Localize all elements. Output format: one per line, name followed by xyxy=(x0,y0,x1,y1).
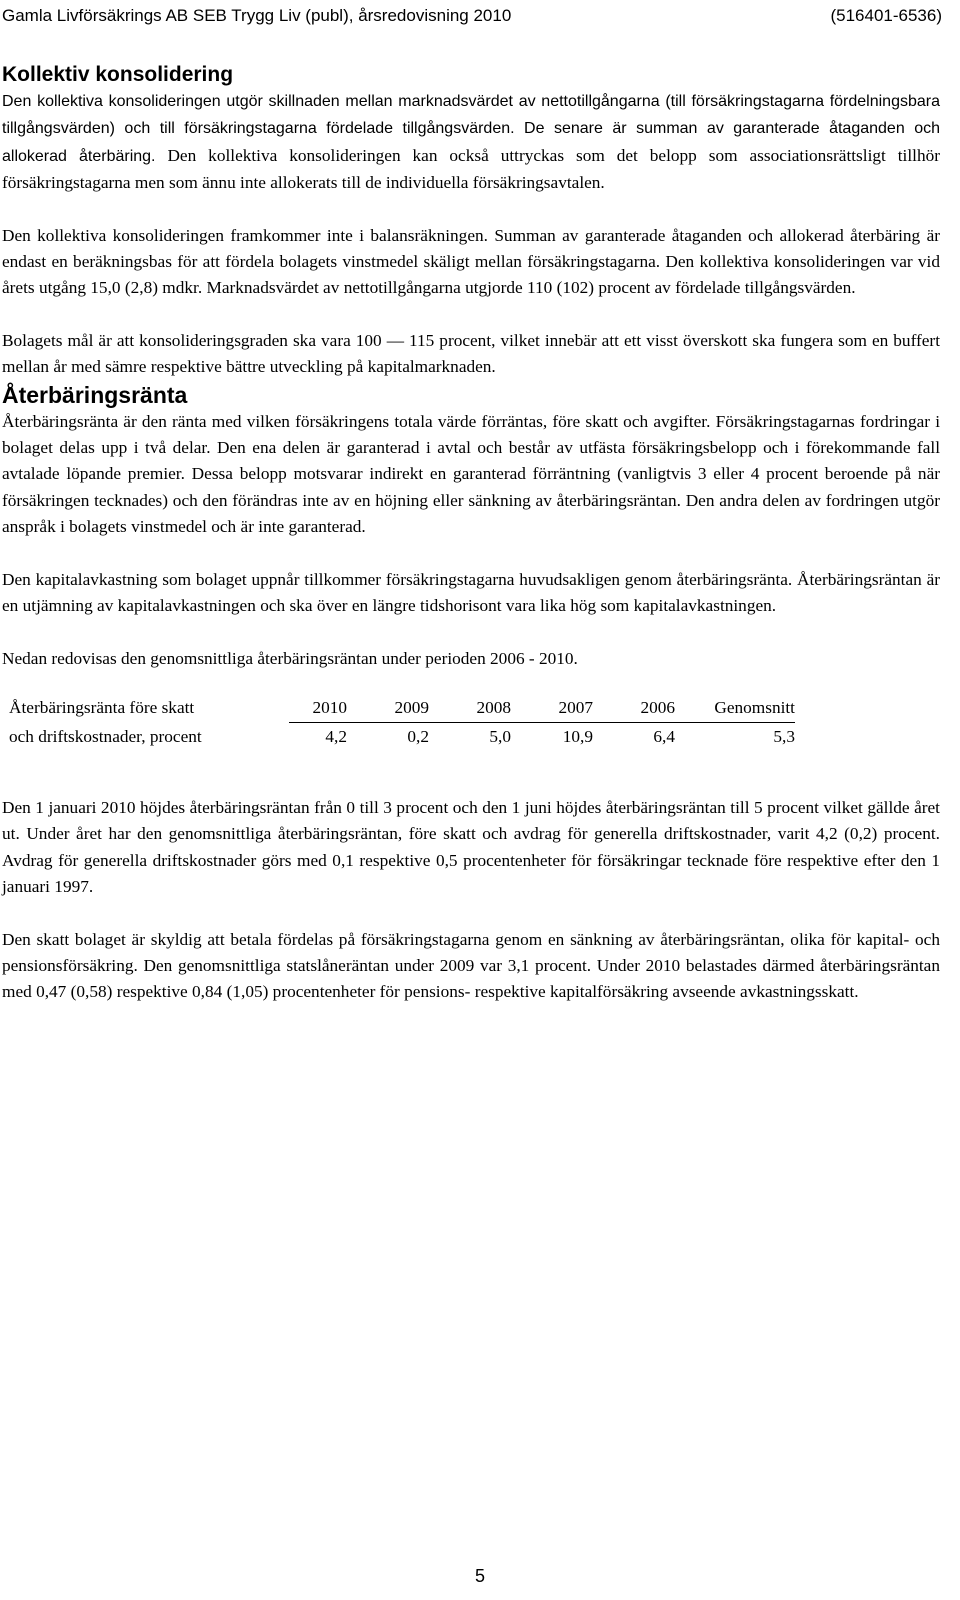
table-header-row xyxy=(2,694,795,723)
page-number: 5 xyxy=(474,1566,485,1586)
table-cell: 6,4 xyxy=(653,726,675,746)
table-row xyxy=(2,722,795,751)
table-cell: 5,0 xyxy=(489,726,511,746)
table-cell: 10,9 xyxy=(562,726,593,746)
paragraph-konsolidering-definition-sans: Den kollektiva konsolideringen utgör skillnaden mellan marknadsvärdet av nettotillgångarna (till försäkringstagarna fördelningsbara tillgångsvärden) och till försäkringstagarna fördelade tillgångsvärden. De senare är summan av garanterade åtaganden och allokerad återbäring. xyxy=(2,93,940,165)
paragraph-konsolideringsgrad-mal: Bolagets mål är att konsolideringsgraden ska vara 100 — 115 procent, vilket innebär att ett visst överskott ska fungera som en buffert mellan år med sämre respektive bättre utveckling på kapitalmarknaden. xyxy=(2,330,940,377)
table-header-cell: 2006 xyxy=(593,694,675,723)
table-cell: 4,2 xyxy=(325,726,347,746)
table-cell: 5,3 xyxy=(773,726,795,746)
document-body xyxy=(2,62,940,1006)
table-header-cell: Genomsnitt xyxy=(675,694,795,723)
paragraph-kapitalavkastning: Den kapitalavkastning som bolaget uppnår tillkommer försäkringstagarna huvudsakligen genom återbäringsränta. Återbäringsräntan är en utjämning av kapitalavkastningen och ska över en längre tidshorisont vara lika hög som kapitalavkastningen. xyxy=(2,569,940,616)
table-header-cell: 2010 xyxy=(289,694,347,723)
table-row-label: och driftskostnader, procent xyxy=(9,726,202,746)
paragraph-konsolidering-balansrakning: Den kollektiva konsolideringen framkommer inte i balansräkningen. Summan av garanterade åtaganden och allokerad återbäring är endast en beräkningsbas för att fördela bolagets vinstmedel skäligt mellan försäkringstagarna. Den kollektiva konsolideringen var vid årets utgång 15,0 (2,8) mdkr. Marknadsvärdet av nettotillgångarna utgjorde 110 (102) procent av fördelade tillgångsvärden. xyxy=(2,225,940,298)
paragraph-hojning-2010: Den 1 januari 2010 höjdes återbäringsräntan från 0 till 3 procent och den 1 juni höjdes återbäringsräntan till 5 procent vilket gällde året ut. Under året har den genomsnittliga återbäringsräntan, före skatt och avdrag för generella driftskostnader, varit 4,2 (0,2) procent. Avdrag för generella driftskostnader görs med 0,1 respektive 0,5 procentenheter för försäkringar tecknade före respektive efter den 1 januari 1997. xyxy=(2,797,940,897)
table-header-cell: 2009 xyxy=(347,694,429,723)
paragraph-genomsnitt-intro: Nedan redovisas den genomsnittliga återbäringsräntan under perioden 2006 - 2010. xyxy=(2,648,578,668)
header-company-title: Gamla Livförsäkrings AB SEB Trygg Liv (publ), årsredovisning 2010 xyxy=(2,6,512,25)
table-cell: 0,2 xyxy=(407,726,429,746)
section-title-kollektiv-konsolidering: Kollektiv konsolidering xyxy=(2,63,234,86)
table-header-cell: 2008 xyxy=(429,694,511,723)
section-title-aterbaringsranta: Återbäringsränta xyxy=(2,381,188,408)
header-org-number: (516401-6536) xyxy=(830,6,942,25)
aterbaringsranta-table xyxy=(2,694,795,751)
paragraph-skatt-fordelning: Den skatt bolaget är skyldig att betala fördelas på försäkringstagarna genom en sänkning av återbäringsräntan, olika för kapital- och pensionsförsäkring. Den genomsnittliga statslåneräntan under 2009 var 3,1 procent. Under 2010 belastades därmed återbäringsräntan med 0,47 (0,58) respektive 0,84 (1,05) procentenheter för pensions- respektive kapitalförsäkring avseende avkastningsskatt. xyxy=(2,929,940,1002)
paragraph-konsolidering-definition-serif: Den kollektiva konsolideringen kan också uttryckas som det belopp som associationsrättsligt tillhör försäkringstagarna men som ännu inte allokerats till de individuella försäkringsavtalen. xyxy=(2,145,941,193)
table-row-label: Återbäringsränta före skatt xyxy=(9,698,195,718)
table-header-cell: 2007 xyxy=(511,694,593,723)
paragraph-konsolidering-definition xyxy=(2,88,940,197)
paragraph-aterbaringsranta-definition: Återbäringsränta är den ränta med vilken försäkringens totala värde förräntas, före skatt och avgifter. Försäkringstagarnas fordringar i bolaget delas upp i två delar. Den ena delen är garanterad i avtal och består av utfästa försäkringsbelopp och i förekommande fall avtalade löpande premier. Dessa belopp motsvarar indirekt en garanterad förräntning (vanligtvis 3 eller 4 procent beroende på när försäkringen tecknades) och den förändras inte av en höjning eller sänkning av återbäringsräntan. Den andra delen av fordringen utgör anspråk i bolagets vinstmedel och är inte garanterad. xyxy=(2,411,940,537)
